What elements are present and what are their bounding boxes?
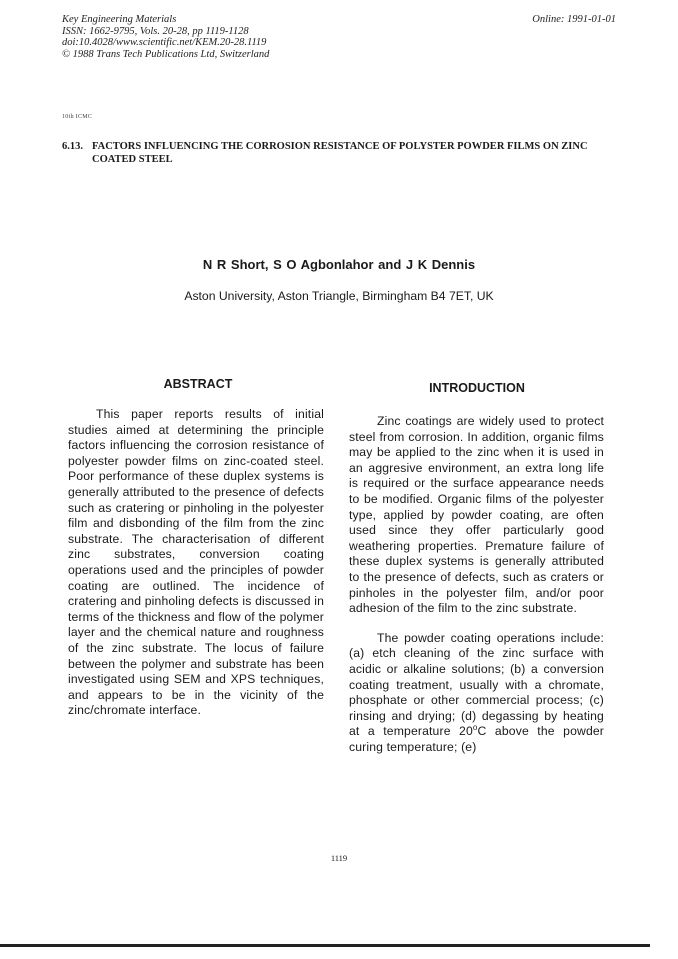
intro-paragraph-1: Zinc coatings are widely used to protect steel from corrosion. In addition, organic films may be applied to the zinc when it is used in an aggresive environment, an extra long life is required or the surface appearance needs to be modified. Organic films of the polyester type, applied by powder coating, are often used since they offer particularly good weathering properties. Premature failure of these duplex systems is generally attributed to the presence of defects, such as craters or pinholes in the polyester film, and/or poor adhesion of the film to the zinc substrate. <box>349 414 604 616</box>
online-date: Online: 1991-01-01 <box>532 14 616 25</box>
introduction-heading: INTRODUCTION <box>429 381 525 395</box>
affiliation: Aston University, Aston Triangle, Birmingham B4 7ET, UK <box>184 289 494 303</box>
intro-paragraph-2 <box>349 631 604 756</box>
intro-p2-text-end: C above the powder curing temperature; (e) <box>349 724 605 754</box>
journal-name: Key Engineering Materials <box>62 14 177 25</box>
abstract-column <box>68 407 324 719</box>
bottom-rule <box>0 944 650 947</box>
doi-line[interactable]: doi:10.4028/www.scientific.net/KEM.20-28.1119 <box>62 37 267 48</box>
intro-p2-text: The powder coating operations include: (a) etch cleaning of the zinc surface with acidic or alkaline solutions; (b) a conversion coating treatment, usually with a chromate, phosphate or other commercial process; (c) rinsing and drying; (d) degassing by heating at a temperature 20 <box>349 630 604 739</box>
title-line-2: COATED STEEL <box>92 154 173 165</box>
authors: N R Short, S O Agbonlahor and J K Dennis <box>202 257 476 272</box>
paper-title <box>62 140 622 166</box>
issn-line: ISSN: 1662-9795, Vols. 20-28, pp 1119-1128 <box>62 25 249 37</box>
abstract-heading: ABSTRACT <box>163 377 233 391</box>
introduction-column <box>349 414 604 755</box>
abstract-text: This paper reports results of initial studies aimed at determining the principle factors influencing the corrosion resistance of polyester powder films on zinc-coated steel. Poor performance of these duplex systems is generally attributed to the presence of defects such as cratering or pinholing in the polyester film and disbonding of the film from the zinc substrate. The characterisation of different zinc substrates, conversion coating operations used and the principles of powder coating are outlined. The incidence of cratering and pinholing defects is discussed in terms of the thickness and flow of the polymer layer and the chemical nature and roughness of the zinc substrate. The locus of failure between the polymer and substrate has been investigated using SEM and XPS techniques, and appears to be in the vicinity of the zinc/chromate interface. <box>68 407 324 718</box>
title-line-1: FACTORS INFLUENCING THE CORROSION RESISTANCE OF POLYSTER POWDER FILMS ON ZINC <box>92 141 588 152</box>
section-number: 6.13. <box>62 141 83 152</box>
degree-superscript: o <box>472 723 478 733</box>
page-number: 1119 <box>330 853 348 863</box>
copyright-line: © 1988 Trans Tech Publications Ltd, Switzerland <box>62 48 270 60</box>
running-head: 10th ICMC <box>62 114 93 120</box>
journal-metadata <box>62 14 616 60</box>
